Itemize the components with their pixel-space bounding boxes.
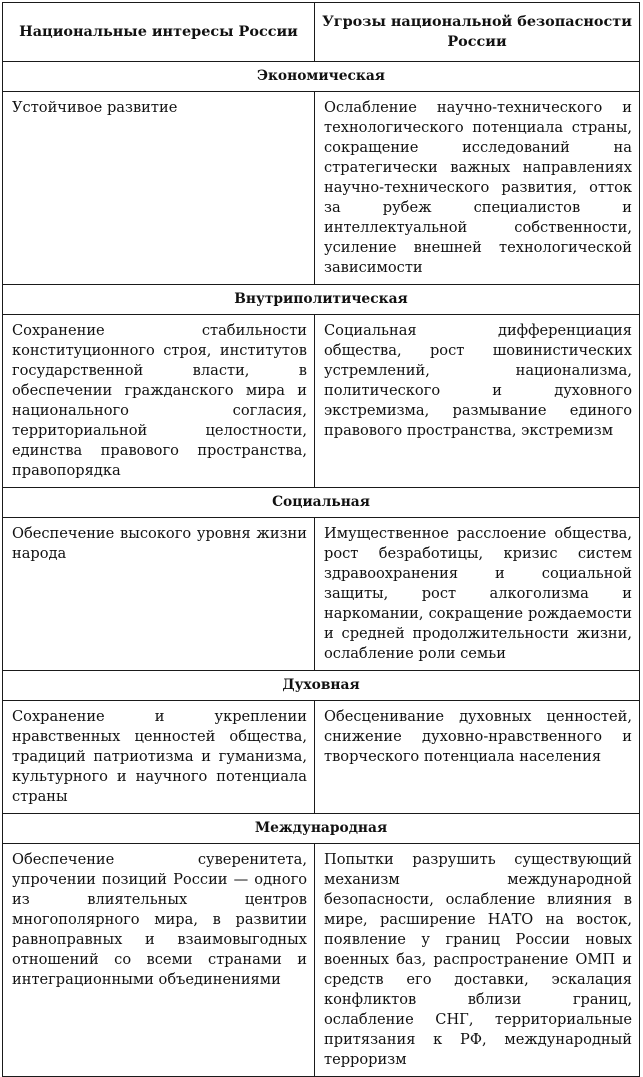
section-row-economic [3,62,640,92]
table-header-row [3,3,640,62]
section-title: Внутриполитическая [3,285,640,315]
section-title: Социальная [3,488,640,518]
interest-cell: Обеспечение суверенитета, упрочении позиций России — одного из влиятельных центров многополярного мира, в развитии равноправных и взаимовыгодных отношений со всеми странами и интеграционными объединениями [3,844,315,1077]
section-row-international [3,814,640,844]
section-title: Международная [3,814,640,844]
section-title: Духовная [3,671,640,701]
threat-cell: Обесценивание духовных ценностей, снижение духовно-нравственного и творческого потенциала населения [315,701,640,814]
table-row [3,518,640,671]
section-title: Экономическая [3,62,640,92]
interest-cell: Обеспечение высокого уровня жизни народа [3,518,315,671]
table-row [3,701,640,814]
threat-cell: Попытки разрушить существующий механизм международной безопасности, ослабление влияния в мире, расширение НАТО на восток, появление у границ России новых военных баз, распространение ОМП и средств его доставки, эскалация конфликтов вблизи границ, ослабление СНГ, территориальные притязания к РФ, международный терроризм [315,844,640,1077]
threat-cell: Имущественное расслоение общества, рост безработицы, кризис систем здравоохранения и социальной защиты, рост алкоголизма и наркомании, сокращение рождаемости и средней продолжительности жизни, ослабление роли семьи [315,518,640,671]
header-security-threats: Угрозы национальной безопасности России [315,3,640,62]
section-row-domestic-political [3,285,640,315]
interest-cell: Сохранение стабильности конституционного строя, институтов государственной власти, в обеспечении гражданского мира и национального согласия, территориальной целостности, единства правового пространства, правопорядка [3,315,315,488]
interest-cell: Сохранение и укреплении нравственных ценностей общества, традиций патриотизма и гуманизма, культурного и научного потенциала страны [3,701,315,814]
section-row-spiritual [3,671,640,701]
header-national-interests: Национальные интересы России [3,3,315,62]
interests-threats-table [2,2,640,1077]
table-row [3,315,640,488]
table-row [3,92,640,285]
interest-cell: Устойчивое развитие [3,92,315,285]
threat-cell: Социальная дифференциация общества, рост шовинистических устремлений, национализма, политического и духовного экстремизма, размывание единого правового пространства, экстремизм [315,315,640,488]
threat-cell: Ослабление научно-технического и технологического потенциала страны, сокращение исследований на стратегически важных направлениях научно-технического развития, отток за рубеж специалистов и интеллектуальной собственности, усиление внешней технологической зависимости [315,92,640,285]
table-row [3,844,640,1077]
section-row-social [3,488,640,518]
